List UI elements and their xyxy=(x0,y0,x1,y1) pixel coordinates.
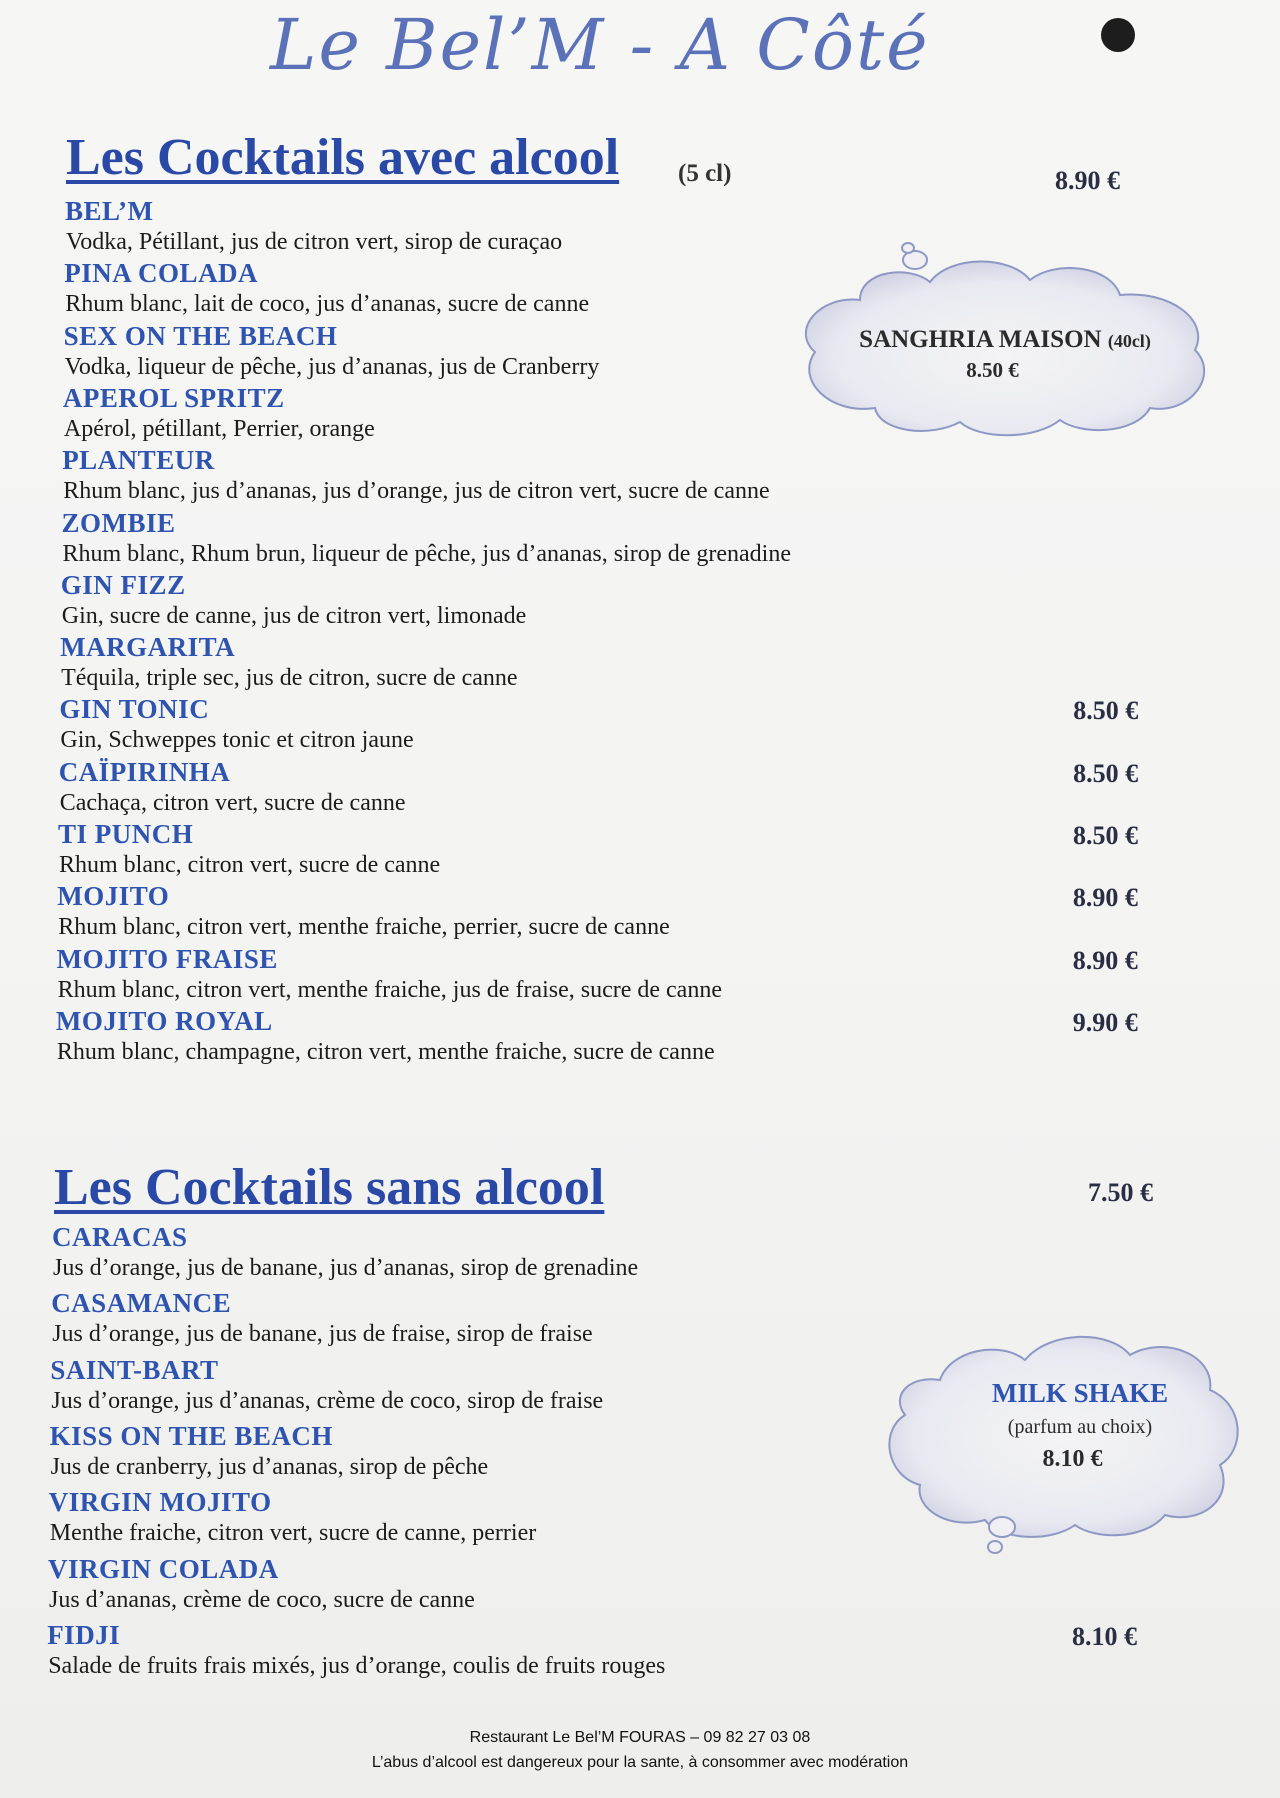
menu-item-description: Rhum blanc, Rhum brun, liqueur de pêche, jus d’ananas, sirop de grenadine xyxy=(62,540,791,567)
section-price-sans-alcool: 7.50 € xyxy=(1088,1178,1153,1207)
menu-item-price: 8.50 € xyxy=(1073,696,1139,726)
menu-item-name: PINA COLADA xyxy=(64,258,259,289)
punch-hole xyxy=(1101,18,1135,52)
menu-item-description: Rhum blanc, champagne, citron vert, menthe fraiche, sucre de canne xyxy=(56,1038,715,1065)
sangria-label xyxy=(820,326,1190,354)
menu-item-name: MOJITO ROYAL xyxy=(55,1005,273,1036)
menu-item-description: Rhum blanc, citron vert, menthe fraiche, jus de fraise, sucre de canne xyxy=(57,976,722,1003)
menu-item-name: FIDJI xyxy=(47,1619,121,1650)
menu-item-name: GIN FIZZ xyxy=(60,569,186,600)
menu-item-price: 8.90 € xyxy=(1072,883,1138,913)
menu-item-description: Rhum blanc, citron vert, menthe fraiche, perrier, sucre de canne xyxy=(58,914,670,941)
menu-item-name: VIRGIN MOJITO xyxy=(48,1487,272,1518)
footer-contact: Restaurant Le Bel’M FOURAS – 09 82 27 03 08 xyxy=(469,1729,811,1746)
menu-item-description: Rhum blanc, jus d’ananas, jus d’orange, jus de citron vert, sucre de canne xyxy=(63,478,770,505)
menu-item-description: Téquila, triple sec, jus de citron, sucre de canne xyxy=(61,665,518,692)
menu-item-price: 8.50 € xyxy=(1073,758,1139,788)
sangria-name: SANGHRIA MAISON xyxy=(859,326,1102,353)
menu-item-name: SEX ON THE BEACH xyxy=(63,320,338,351)
section-title-alcool: Les Cocktails avec alcool xyxy=(66,129,620,186)
menu-item-description: Jus d’ananas, crème de coco, sucre de canne xyxy=(49,1586,475,1613)
milkshake-price: 8.10 € xyxy=(1042,1446,1103,1472)
menu-item-name: VIRGIN COLADA xyxy=(48,1553,279,1584)
section-note-volume: (5 cl) xyxy=(678,160,732,187)
menu-item-description: Menthe fraiche, citron vert, sucre de canne, perrier xyxy=(49,1520,537,1547)
menu-item-name: ZOMBIE xyxy=(61,507,176,538)
menu-item-description: Jus d’orange, jus d’ananas, crème de coco, sirop de fraise xyxy=(51,1387,604,1414)
milkshake-note: (parfum au choix) xyxy=(1007,1416,1153,1438)
menu-item-name: KISS ON THE BEACH xyxy=(49,1420,333,1451)
section-title-sans-alcool: Les Cocktails sans alcool xyxy=(54,1159,605,1216)
menu-item-description: Rhum blanc, citron vert, sucre de canne xyxy=(59,852,441,878)
menu-item-name: CASAMANCE xyxy=(51,1288,232,1319)
section-price-alcool: 8.90 € xyxy=(1055,166,1120,195)
menu-item-price: 8.90 € xyxy=(1072,945,1138,975)
sangria-price: 8.50 € xyxy=(966,358,1019,382)
menu-item-name: PLANTEUR xyxy=(62,445,215,476)
menu-item-description: Rhum blanc, lait de coco, jus d’ananas, sucre de canne xyxy=(65,291,590,318)
menu-item-price: 9.90 € xyxy=(1072,1007,1138,1037)
menu-item-description: Cachaça, citron vert, sucre de canne xyxy=(59,789,406,816)
menu-item-name: SAINT-BART xyxy=(50,1354,219,1385)
milkshake-name: MILK SHAKE xyxy=(991,1378,1169,1408)
menu-item-description: Jus d’orange, jus de banane, jus d’ananas, sirop de grenadine xyxy=(53,1255,639,1281)
menu-item-description: Jus de cranberry, jus d’ananas, sirop de pêche xyxy=(50,1453,489,1480)
menu-item-name: GIN TONIC xyxy=(59,694,210,725)
menu-item-name: MOJITO FRAISE xyxy=(56,943,278,974)
menu-item-name: MOJITO xyxy=(57,881,170,912)
restaurant-title: Le Bel’M - A Côté xyxy=(270,4,930,86)
menu-item-description: Apérol, pétillant, Perrier, orange xyxy=(63,415,375,442)
menu-item-name: MARGARITA xyxy=(60,632,236,663)
sangria-size: (40cl) xyxy=(1107,331,1151,351)
menu-item-price: 8.10 € xyxy=(1072,1621,1137,1651)
menu-item-description: Gin, Schweppes tonic et citron jaune xyxy=(60,727,414,754)
menu-item-description: Gin, sucre de canne, jus de citron vert, limonade xyxy=(61,602,527,629)
menu-item-description: Vodka, liqueur de pêche, jus d’ananas, jus de Cranberry xyxy=(64,353,600,380)
menu-item-name: CARACAS xyxy=(52,1222,188,1252)
footer-warning: L’abus d’alcool est dangereux pour la sante, à consommer avec modération xyxy=(371,1754,909,1771)
menu-item-description: Jus d’orange, jus de banane, jus de fraise, sirop de fraise xyxy=(52,1321,593,1348)
menu-item-name: CAÏPIRINHA xyxy=(58,756,231,787)
menu-item-price: 8.50 € xyxy=(1073,821,1138,850)
menu-item-name: TI PUNCH xyxy=(58,819,194,849)
menu-item-name: APEROL SPRITZ xyxy=(62,382,285,413)
menu-item-description: Salade de fruits frais mixés, jus d’orange, coulis de fruits rouges xyxy=(48,1652,666,1679)
menu-item-name: BEL’M xyxy=(65,196,154,226)
milkshake-cloud-icon xyxy=(880,1325,1245,1565)
menu-item-description: Vodka, Pétillant, jus de citron vert, sirop de curaçao xyxy=(66,229,563,255)
